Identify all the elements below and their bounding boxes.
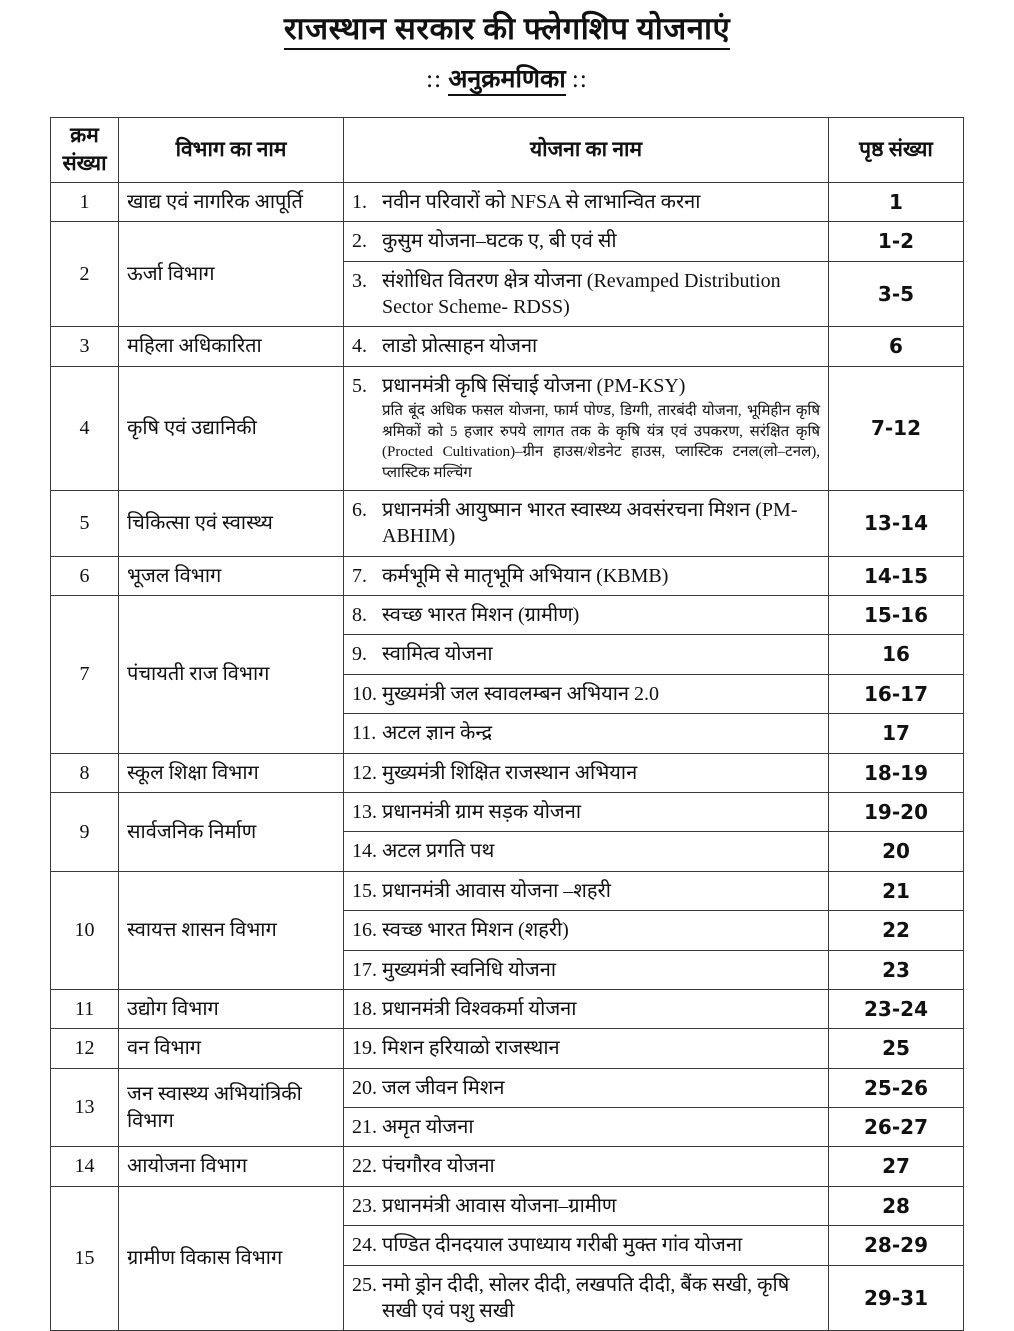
cell-page-number: 15-16 bbox=[829, 596, 964, 635]
scheme-title: अटल प्रगति पथ bbox=[382, 840, 495, 863]
cell-page-number: 6 bbox=[829, 327, 964, 366]
table-row bbox=[51, 366, 964, 490]
table-row bbox=[51, 1186, 964, 1225]
cell-scheme-name bbox=[344, 1226, 829, 1265]
scheme-title: जल जीवन मिशन bbox=[382, 1076, 505, 1099]
cell-page-number: 1 bbox=[829, 182, 964, 221]
header-scheme-name: योजना का नाम bbox=[344, 117, 829, 182]
table-row bbox=[51, 556, 964, 595]
cell-department-name: पंचायती राज विभाग bbox=[119, 596, 344, 754]
scheme-title: संशोधित वितरण क्षेत्र योजना (Revamped Distribution Sector Scheme- RDSS) bbox=[382, 269, 781, 318]
cell-scheme-name bbox=[344, 792, 829, 831]
cell-serial-number: 6 bbox=[51, 556, 119, 595]
scheme-title: अटल ज्ञान केन्द्र bbox=[382, 722, 493, 745]
scheme-number: 16. bbox=[352, 919, 377, 942]
cell-scheme-name bbox=[344, 556, 829, 595]
cell-serial-number: 9 bbox=[51, 792, 119, 871]
subtitle-text: अनुक्रमणिका bbox=[448, 66, 565, 96]
cell-page-number: 28-29 bbox=[829, 1226, 964, 1265]
cell-page-number: 25-26 bbox=[829, 1068, 964, 1107]
cell-scheme-name bbox=[344, 714, 829, 753]
cell-scheme-name bbox=[344, 635, 829, 674]
cell-department-name: सार्वजनिक निर्माण bbox=[119, 792, 344, 871]
table-row bbox=[51, 490, 964, 556]
cell-serial-number: 3 bbox=[51, 327, 119, 366]
cell-scheme-name bbox=[344, 832, 829, 871]
cell-page-number: 20 bbox=[829, 832, 964, 871]
cell-scheme-name bbox=[344, 261, 829, 327]
table-body bbox=[51, 182, 964, 1331]
scheme-number: 1. bbox=[352, 190, 367, 213]
cell-scheme-name bbox=[344, 753, 829, 792]
table-header-row bbox=[51, 117, 964, 182]
document-subtitle bbox=[0, 65, 1014, 95]
cell-department-name: उद्योग विभाग bbox=[119, 989, 344, 1028]
cell-serial-number: 1 bbox=[51, 182, 119, 221]
cell-page-number: 7-12 bbox=[829, 366, 964, 490]
scheme-number: 13. bbox=[352, 800, 377, 823]
document-title bbox=[0, 10, 1014, 49]
cell-department-name: वन विभाग bbox=[119, 1029, 344, 1068]
table-row bbox=[51, 871, 964, 910]
scheme-number: 22. bbox=[352, 1155, 377, 1178]
scheme-title: नमो ड्रोन दीदी, सोलर दीदी, लखपति दीदी, बैंक सखी, कृषि सखी एवं पशु सखी bbox=[382, 1273, 790, 1323]
scheme-title: स्वामित्व योजना bbox=[382, 643, 493, 666]
table-of-contents bbox=[50, 117, 964, 1331]
scheme-number: 23. bbox=[352, 1194, 377, 1217]
scheme-number: 24. bbox=[352, 1234, 377, 1257]
table-row bbox=[51, 1147, 964, 1186]
cell-department-name: खाद्य एवं नागरिक आपूर्ति bbox=[119, 182, 344, 221]
scheme-subtext: प्रति बूंद अधिक फसल योजना, फार्म पोण्ड, डिग्गी, तारबंदी योजना, भूमिहीन कृषि श्रमिकों को 5 हजार रुपये लागत तक के कृषि यंत्र एवं उपकरण, सरंक्षित कृषि (Procted Cultivation)–ग्रीन हाउस/शेडनेट हाउस, प्लास्टिक टनल(लो–टनल), प्लास्टिक मल्चिंग bbox=[382, 403, 820, 482]
cell-page-number: 19-20 bbox=[829, 792, 964, 831]
cell-scheme-name bbox=[344, 1265, 829, 1331]
cell-department-name: भूजल विभाग bbox=[119, 556, 344, 595]
scheme-title: पण्डित दीनदयाल उपाध्याय गरीबी मुक्त गांव योजना bbox=[382, 1234, 743, 1257]
cell-page-number: 16 bbox=[829, 635, 964, 674]
cell-page-number: 29-31 bbox=[829, 1265, 964, 1331]
cell-serial-number: 14 bbox=[51, 1147, 119, 1186]
scheme-title: कर्मभूमि से मातृभूमि अभियान (KBMB) bbox=[382, 564, 669, 587]
cell-serial-number: 12 bbox=[51, 1029, 119, 1068]
scheme-title: स्वच्छ भारत मिशन (ग्रामीण) bbox=[382, 604, 580, 627]
scheme-number: 10. bbox=[352, 682, 377, 705]
cell-scheme-name bbox=[344, 222, 829, 261]
scheme-title: प्रधानमंत्री कृषि सिंचाई योजना (PM-KSY) bbox=[382, 374, 686, 397]
cell-scheme-name bbox=[344, 1068, 829, 1107]
cell-page-number: 21 bbox=[829, 871, 964, 910]
cell-serial-number: 7 bbox=[51, 596, 119, 754]
cell-department-name: चिकित्सा एवं स्वास्थ्य bbox=[119, 490, 344, 556]
cell-serial-number: 2 bbox=[51, 222, 119, 327]
scheme-number: 6. bbox=[352, 498, 367, 521]
cell-scheme-name bbox=[344, 1108, 829, 1147]
table-row bbox=[51, 1029, 964, 1068]
scheme-number: 15. bbox=[352, 879, 377, 902]
scheme-number: 9. bbox=[352, 643, 367, 666]
cell-serial-number: 8 bbox=[51, 753, 119, 792]
table-row bbox=[51, 753, 964, 792]
document-page bbox=[0, 10, 1014, 1323]
cell-page-number: 23 bbox=[829, 950, 964, 989]
table-row bbox=[51, 222, 964, 261]
scheme-title: मिशन हरियाळो राजस्थान bbox=[382, 1037, 560, 1060]
scheme-number: 14. bbox=[352, 840, 377, 863]
cell-serial-number: 5 bbox=[51, 490, 119, 556]
scheme-title: मुख्यमंत्री स्वनिधि योजना bbox=[382, 958, 556, 981]
scheme-title: पंचगौरव योजना bbox=[382, 1155, 495, 1178]
cell-serial-number: 13 bbox=[51, 1068, 119, 1147]
scheme-title: स्वच्छ भारत मिशन (शहरी) bbox=[382, 919, 569, 942]
cell-page-number: 28 bbox=[829, 1186, 964, 1225]
header-serial-number: क्रम संख्या bbox=[51, 117, 119, 182]
cell-scheme-name bbox=[344, 596, 829, 635]
cell-department-name: ग्रामीण विकास विभाग bbox=[119, 1186, 344, 1331]
scheme-number: 12. bbox=[352, 761, 377, 784]
cell-page-number: 25 bbox=[829, 1029, 964, 1068]
table-row bbox=[51, 989, 964, 1028]
cell-serial-number: 10 bbox=[51, 871, 119, 989]
header-page-number: पृष्ठ संख्या bbox=[829, 117, 964, 182]
cell-page-number: 3-5 bbox=[829, 261, 964, 327]
cell-page-number: 27 bbox=[829, 1147, 964, 1186]
header-department-name: विभाग का नाम bbox=[119, 117, 344, 182]
scheme-title: लाडो प्रोत्साहन योजना bbox=[382, 335, 538, 358]
scheme-number: 18. bbox=[352, 997, 377, 1020]
cell-scheme-name bbox=[344, 989, 829, 1028]
cell-page-number: 16-17 bbox=[829, 674, 964, 713]
scheme-title: प्रधानमंत्री आयुष्मान भारत स्वास्थ्य अवसंरचना मिशन (PM-ABHIM) bbox=[382, 498, 798, 548]
cell-page-number: 22 bbox=[829, 911, 964, 950]
subtitle-right-marker: :: bbox=[571, 65, 588, 93]
cell-page-number: 14-15 bbox=[829, 556, 964, 595]
cell-serial-number: 4 bbox=[51, 366, 119, 490]
cell-scheme-name bbox=[344, 1147, 829, 1186]
cell-scheme-name bbox=[344, 327, 829, 366]
scheme-title: कुसुम योजना–घटक ए, बी एवं सी bbox=[382, 230, 617, 253]
scheme-number: 11. bbox=[352, 722, 377, 745]
scheme-title: मुख्यमंत्री शिक्षित राजस्थान अभियान bbox=[382, 761, 638, 784]
cell-serial-number: 15 bbox=[51, 1186, 119, 1331]
scheme-number: 5. bbox=[352, 374, 367, 397]
cell-department-name: स्वायत्त शासन विभाग bbox=[119, 871, 344, 989]
scheme-number: 25. bbox=[352, 1273, 377, 1296]
document-title-text: राजस्थान सरकार की फ्लेगशिप योजनाएं bbox=[284, 11, 730, 50]
scheme-number: 17. bbox=[352, 958, 377, 981]
cell-department-name: महिला अधिकारिता bbox=[119, 327, 344, 366]
cell-scheme-name bbox=[344, 366, 829, 490]
scheme-number: 4. bbox=[352, 335, 367, 358]
table-row bbox=[51, 1068, 964, 1107]
scheme-number: 20. bbox=[352, 1076, 377, 1099]
table-row bbox=[51, 596, 964, 635]
table-row bbox=[51, 327, 964, 366]
scheme-number: 8. bbox=[352, 604, 367, 627]
cell-page-number: 18-19 bbox=[829, 753, 964, 792]
scheme-number: 19. bbox=[352, 1037, 377, 1060]
table-row bbox=[51, 182, 964, 221]
cell-scheme-name bbox=[344, 1186, 829, 1225]
cell-scheme-name bbox=[344, 1029, 829, 1068]
cell-scheme-name bbox=[344, 182, 829, 221]
cell-department-name: जन स्वास्थ्य अभियांत्रिकी विभाग bbox=[119, 1068, 344, 1147]
cell-department-name: स्कूल शिक्षा विभाग bbox=[119, 753, 344, 792]
scheme-title: मुख्यमंत्री जल स्वावलम्बन अभियान 2.0 bbox=[382, 682, 660, 705]
scheme-number: 21. bbox=[352, 1116, 377, 1139]
scheme-number: 3. bbox=[352, 269, 367, 292]
cell-scheme-name bbox=[344, 911, 829, 950]
cell-scheme-name bbox=[344, 490, 829, 556]
cell-department-name: आयोजना विभाग bbox=[119, 1147, 344, 1186]
cell-scheme-name bbox=[344, 674, 829, 713]
scheme-title: प्रधानमंत्री ग्राम सड़क योजना bbox=[382, 800, 582, 823]
scheme-title: प्रधानमंत्री आवास योजना –शहरी bbox=[382, 879, 611, 902]
cell-page-number: 1-2 bbox=[829, 222, 964, 261]
cell-department-name: कृषि एवं उद्यानिकी bbox=[119, 366, 344, 490]
scheme-title: प्रधानमंत्री आवास योजना–ग्रामीण bbox=[382, 1194, 617, 1217]
cell-serial-number: 11 bbox=[51, 989, 119, 1028]
cell-scheme-name bbox=[344, 950, 829, 989]
subtitle-left-marker: :: bbox=[426, 65, 443, 93]
table-row bbox=[51, 792, 964, 831]
cell-scheme-name bbox=[344, 871, 829, 910]
cell-page-number: 13-14 bbox=[829, 490, 964, 556]
cell-page-number: 23-24 bbox=[829, 989, 964, 1028]
scheme-title: प्रधानमंत्री विश्वकर्मा योजना bbox=[382, 997, 577, 1020]
scheme-number: 2. bbox=[352, 230, 367, 253]
scheme-title: नवीन परिवारों को NFSA से लाभान्वित करना bbox=[382, 190, 701, 213]
cell-page-number: 26-27 bbox=[829, 1108, 964, 1147]
cell-page-number: 17 bbox=[829, 714, 964, 753]
scheme-number: 7. bbox=[352, 564, 367, 587]
cell-department-name: ऊर्जा विभाग bbox=[119, 222, 344, 327]
scheme-title: अमृत योजना bbox=[382, 1116, 474, 1139]
